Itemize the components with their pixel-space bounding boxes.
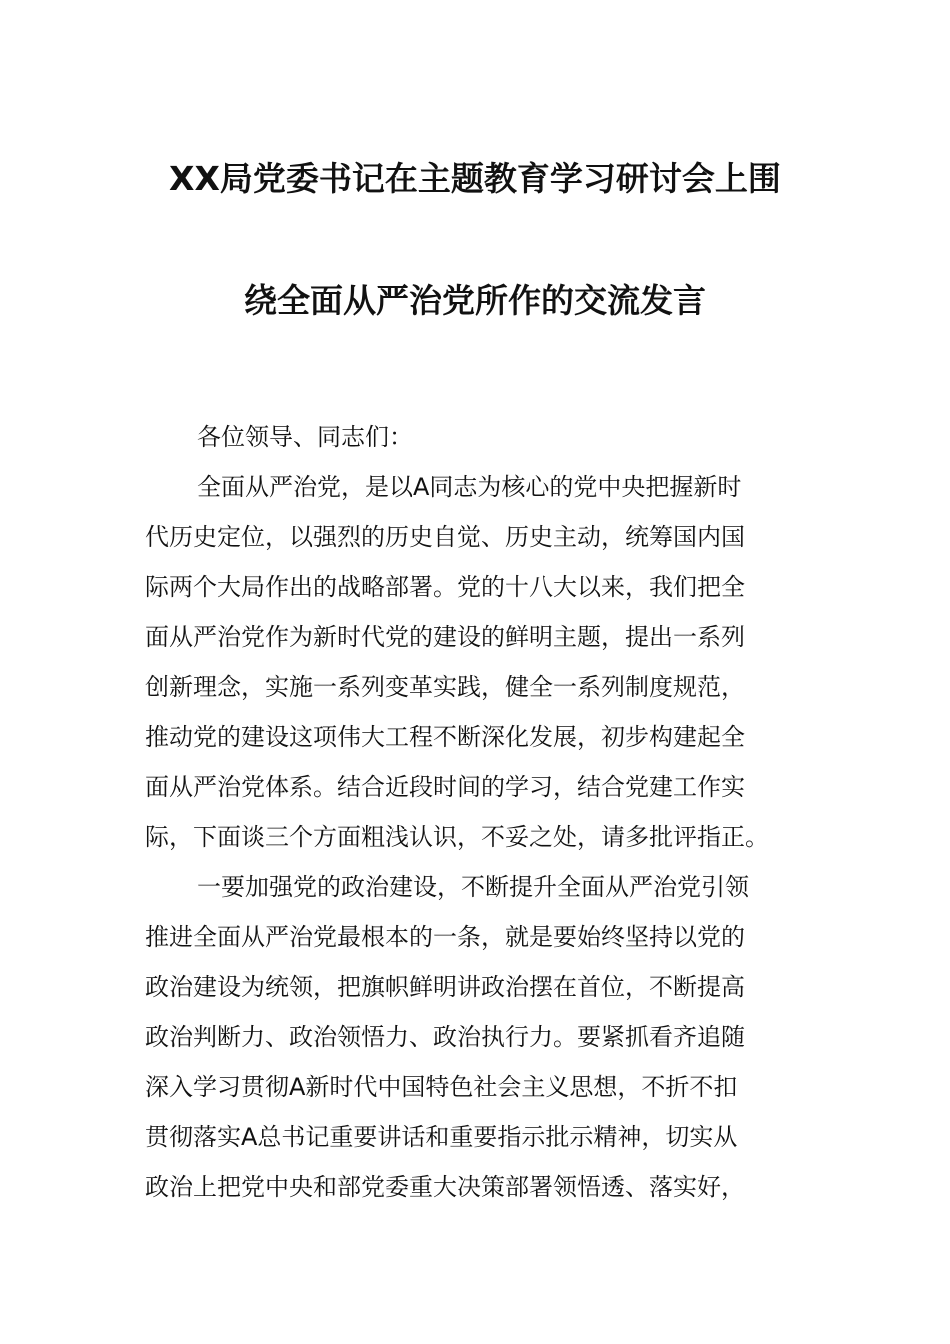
body-line: 面从严治党体系。结合近段时间的学习，结合党建工作实: [145, 773, 745, 801]
body-line: 贯彻落实A总书记重要讲话和重要指示批示精神，切实从: [145, 1123, 738, 1151]
body-line: 全面从严治党，是以A同志为核心的党中央把握新时: [197, 473, 742, 501]
body-line: 各位领导、同志们：: [197, 423, 413, 451]
body-line: 创新理念，实施一系列变革实践，健全一系列制度规范，: [145, 673, 745, 701]
body-line: 一要加强党的政治建设，不断提升全面从严治党引领: [197, 873, 749, 901]
document-body: [145, 412, 810, 1212]
body-line: 推进全面从严治党最根本的一条，就是要始终坚持以党的: [145, 923, 745, 951]
body-line: 推动党的建设这项伟大工程不断深化发展，初步构建起全: [145, 723, 745, 751]
body-line: 际两个大局作出的战略部署。党的十八大以来，我们把全: [145, 573, 745, 601]
body-line: 政治上把党中央和部党委重大决策部署领悟透、落实好，: [145, 1173, 745, 1201]
body-line: 代历史定位，以强烈的历史自觉、历史主动，统筹国内国: [145, 523, 745, 551]
body-line: 际，下面谈三个方面粗浅认识，不妥之处，请多批评指正。: [145, 823, 769, 851]
document-title-line-2: 绕全面从严治党所作的交流发言: [244, 281, 706, 320]
body-line: 政治判断力、政治领悟力、政治执行力。要紧抓看齐追随: [145, 1023, 745, 1051]
body-line: 面从严治党作为新时代党的建设的鲜明主题，提出一系列: [145, 623, 745, 651]
body-line: 深入学习贯彻A新时代中国特色社会主义思想，不折不扣: [145, 1073, 738, 1101]
body-line: 政治建设为统领，把旗帜鲜明讲政治摆在首位，不断提高: [145, 973, 745, 1001]
document-title-line-1: XX局党委书记在主题教育学习研讨会上围: [169, 159, 781, 198]
